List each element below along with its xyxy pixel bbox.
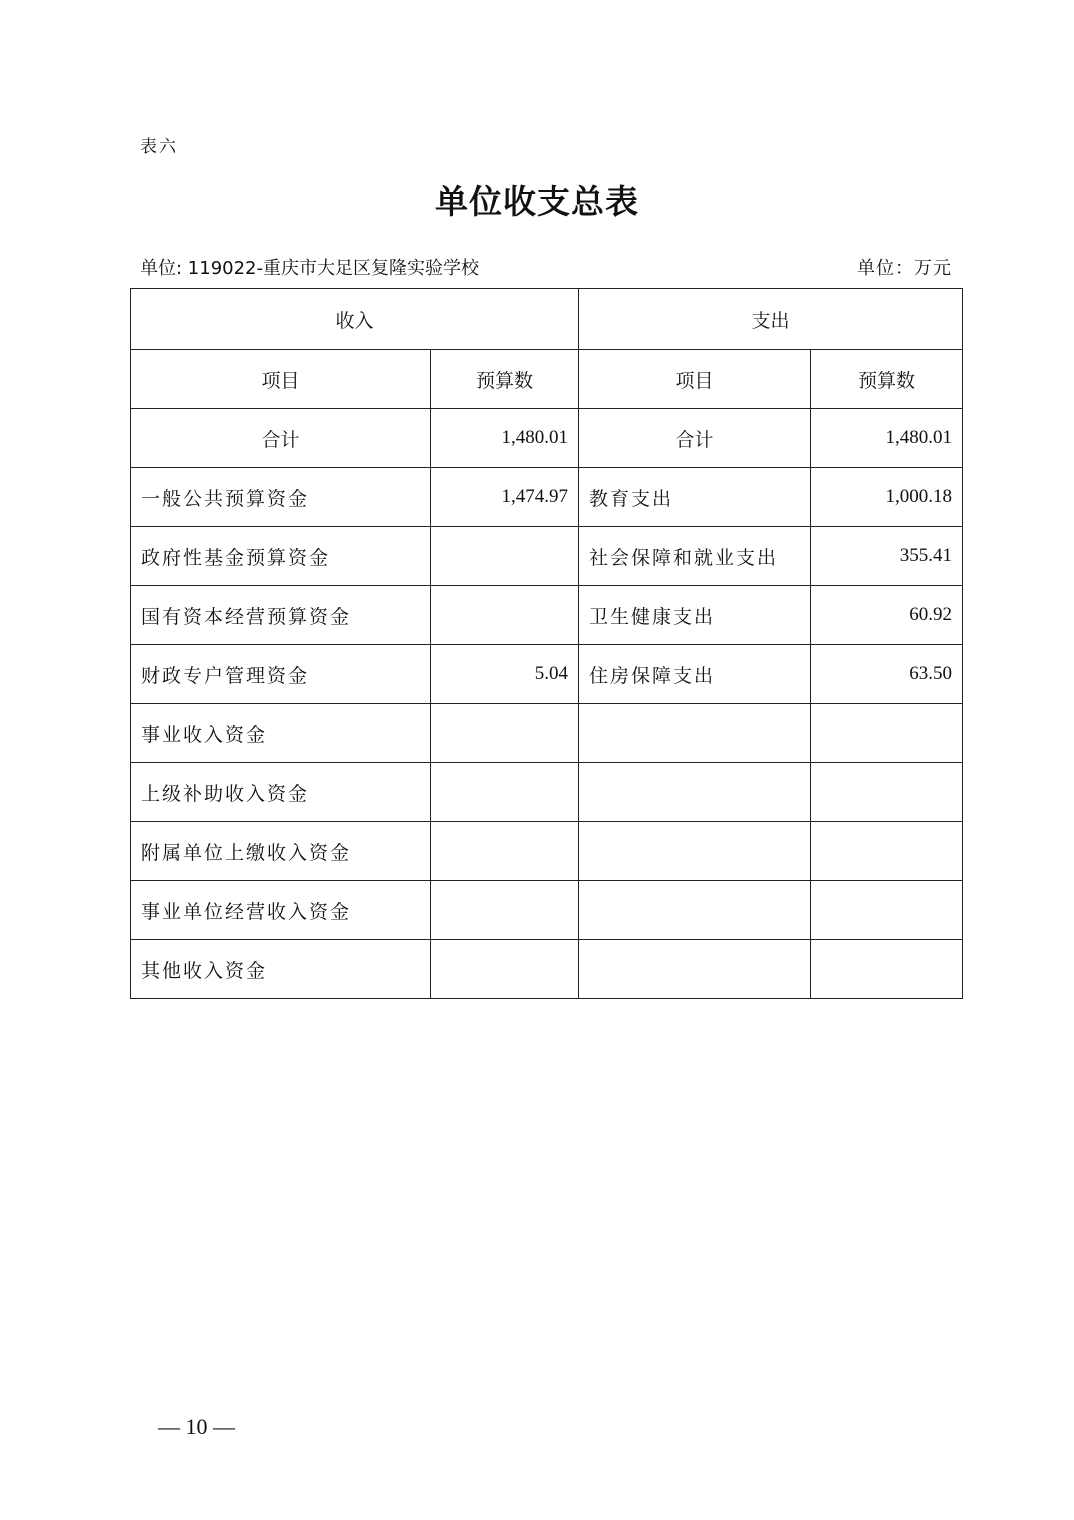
expenditure-item-header: 项目 <box>579 350 811 409</box>
expenditure-amount <box>811 704 963 763</box>
income-total-label: 合计 <box>131 409 431 468</box>
expenditure-amount <box>811 822 963 881</box>
total-row <box>131 409 963 468</box>
expenditure-group-header: 支出 <box>579 289 963 350</box>
expenditure-amount <box>811 940 963 999</box>
income-group-header: 收入 <box>131 289 579 350</box>
table-row <box>131 645 963 704</box>
income-total-amount: 1,480.01 <box>431 409 579 468</box>
income-item: 附属单位上缴收入资金 <box>131 822 431 881</box>
income-item-header: 项目 <box>131 350 431 409</box>
table-row <box>131 940 963 999</box>
group-header-row <box>131 289 963 350</box>
expenditure-item <box>579 704 811 763</box>
income-item: 政府性基金预算资金 <box>131 527 431 586</box>
budget-summary-table <box>130 288 963 999</box>
income-amount <box>431 704 579 763</box>
expenditure-total-label: 合计 <box>579 409 811 468</box>
table-row <box>131 881 963 940</box>
expenditure-amount: 355.41 <box>811 527 963 586</box>
expenditure-amount: 60.92 <box>811 586 963 645</box>
expenditure-amount <box>811 763 963 822</box>
income-amount: 1,474.97 <box>431 468 579 527</box>
table-row <box>131 822 963 881</box>
income-item: 国有资本经营预算资金 <box>131 586 431 645</box>
expenditure-amount: 1,000.18 <box>811 468 963 527</box>
table-row <box>131 527 963 586</box>
expenditure-amount: 63.50 <box>811 645 963 704</box>
expenditure-total-amount: 1,480.01 <box>811 409 963 468</box>
table-label: 表六 <box>140 137 178 157</box>
expenditure-item: 住房保障支出 <box>579 645 811 704</box>
expenditure-item <box>579 881 811 940</box>
income-item: 其他收入资金 <box>131 940 431 999</box>
income-item: 事业单位经营收入资金 <box>131 881 431 940</box>
page-number: — 10 — <box>158 1414 235 1439</box>
expenditure-item: 教育支出 <box>579 468 811 527</box>
income-item: 财政专户管理资金 <box>131 645 431 704</box>
income-amount <box>431 527 579 586</box>
expenditure-item: 社会保障和就业支出 <box>579 527 811 586</box>
expenditure-item: 卫生健康支出 <box>579 586 811 645</box>
expenditure-amount <box>811 881 963 940</box>
income-amount: 5.04 <box>431 645 579 704</box>
currency-unit: 单位：万元 <box>857 258 952 279</box>
column-header-row <box>131 350 963 409</box>
income-item: 一般公共预算资金 <box>131 468 431 527</box>
income-amount-header: 预算数 <box>431 350 579 409</box>
table-row <box>131 468 963 527</box>
unit-name: 单位: 119022-重庆市大足区复隆实验学校 <box>140 258 479 279</box>
expenditure-item <box>579 822 811 881</box>
income-amount <box>431 763 579 822</box>
table-row <box>131 763 963 822</box>
expenditure-item <box>579 763 811 822</box>
income-amount <box>431 940 579 999</box>
income-item: 上级补助收入资金 <box>131 763 431 822</box>
expenditure-item <box>579 940 811 999</box>
income-amount <box>431 822 579 881</box>
expenditure-amount-header: 预算数 <box>811 350 963 409</box>
income-amount <box>431 586 579 645</box>
table-row <box>131 704 963 763</box>
income-amount <box>431 881 579 940</box>
table-row <box>131 586 963 645</box>
income-item: 事业收入资金 <box>131 704 431 763</box>
page-title: 单位收支总表 <box>435 182 639 221</box>
